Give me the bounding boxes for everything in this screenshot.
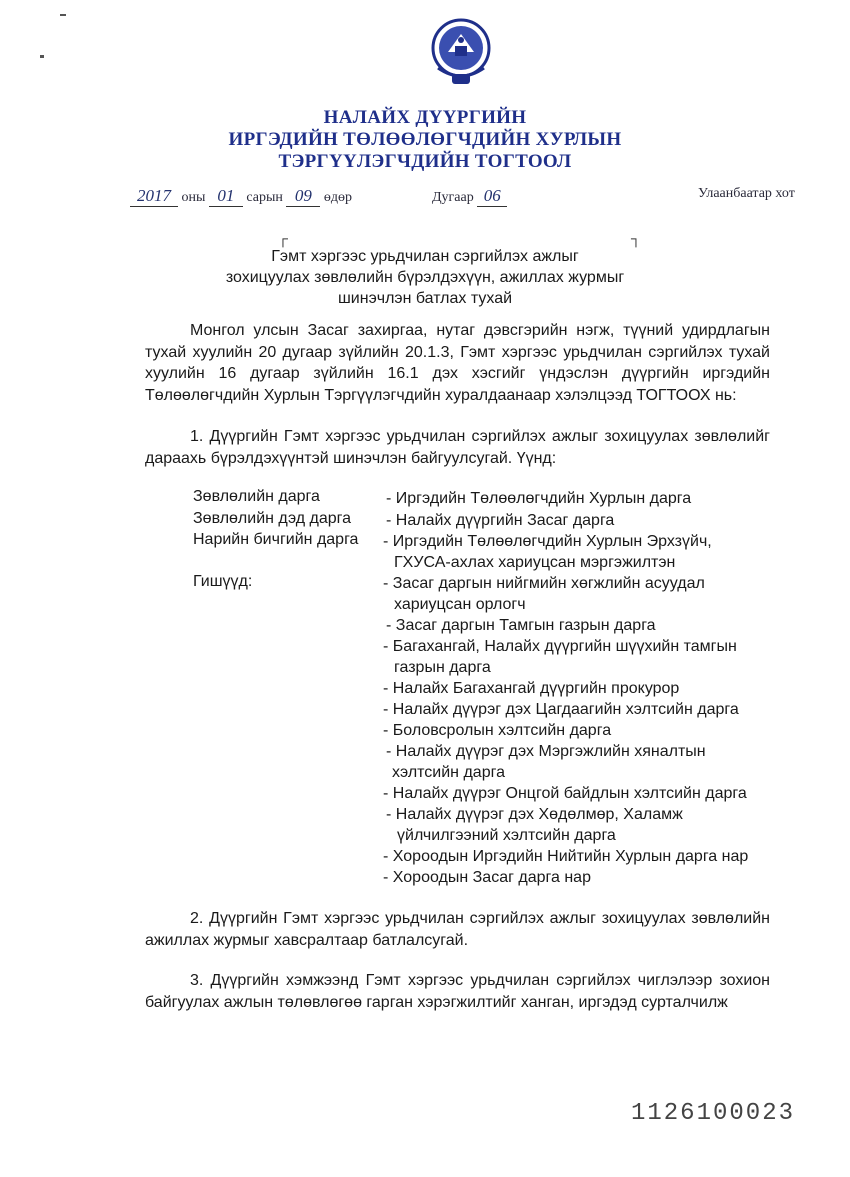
serial-number: 1126100023 [630, 1100, 795, 1127]
item-3-paragraph: 3. Дүүргийн хэмжээнд Гэмт хэргээс урьдчилан сэргийлэх чиглэлээр зохион байгуулах ажлын төлөвлөгөө гарган хэрэгжилтийг ханган, иргэдэд сурталчилж [145, 972, 770, 1011]
member-line: - Багахангай, Налайх дүүргийн шүүхийн тамгын [383, 638, 737, 655]
item-2-paragraph: 2. Дүүргийн Гэмт хэргээс урьдчилан сэргийлэх ажлыг зохицуулах зөвлөлийн ажиллах журмыг хавсралтаар батлалсугай. [145, 910, 770, 949]
member-line: газрын дарга [394, 659, 491, 676]
header-line-1: НАЛАЙХ ДҮҮРГИЙН [323, 107, 527, 128]
month-suffix: сарын [246, 190, 283, 205]
header-line-2: ИРГЭДИЙН ТӨЛӨӨЛӨГЧДИЙН ХУРЛЫН [228, 129, 622, 150]
member-secretary-1: - Иргэдийн Төлөөлөгчдийн Хурлын Эрхзүйч, [383, 533, 712, 550]
preamble-paragraph: Монгол улсын Засаг захиргаа, нутаг дэвсгэрийн нэгж, түүний удирдлагын тухай хуулийн 20 дугаар зүйлийн 20.1.3, Гэмт хэргээс урьдчилан сэргийлэх тухай хуулийн 16 дугаар зүйлийн 16.1 дэх хэсгийг үндэслэн дүүргийн иргэдийн Төлөөлөгчдийн Хурлын Тэргүүлэгчдийн хуралдаанаар хэлэлцээд ТОГТООХ нь: [145, 322, 770, 404]
member-line: - Налайх Багахангай дүүргийн прокурор [383, 680, 680, 697]
date-line [130, 186, 352, 207]
decree-title-line-1: Гэмт хэргээс урьдчилан сэргийлэх ажлыг [271, 248, 579, 265]
member-line: - Хороодын Иргэдийн Нийтийн Хурлын дарга нар [383, 848, 749, 865]
decree-title-line-2: зохицуулах зөвлөлийн бүрэлдэхүүн, ажиллах журмыг [225, 269, 625, 286]
member-line: - Налайх дүүрэг Онцгой байдлын хэлтсийн дарга [383, 785, 747, 802]
handwritten-day: 09 [286, 186, 320, 207]
handwritten-year: 2017 [130, 186, 178, 207]
item-1-paragraph: 1. Дүүргийн Гэмт хэргээс урьдчилан сэргийлэх ажлыг зохицуулах зөвлөлийг дараахь бүрэлдэхүүнтэй шинэчлэн байгуулсугай. Үүнд: [145, 428, 770, 467]
number-label: Дугаар [432, 190, 474, 205]
header-line-3: ТЭРГҮҮЛЭГЧДИЙН ТОГТООЛ [278, 151, 572, 172]
decree-title-line-3: шинэчлэн батлах тухай [337, 290, 513, 307]
corner-mark-left: ┌ [278, 230, 288, 246]
member-vice-chair: - Налайх дүүргийн Засаг дарга [386, 512, 615, 529]
member-line: хариуцсан орлогч [394, 596, 526, 613]
member-line: - Засаг даргын Тамгын газрын дарга [386, 617, 656, 634]
member-line: - Хороодын Засаг дарга нар [383, 869, 591, 886]
member-line: - Боловсролын хэлтсийн дарга [383, 722, 612, 739]
member-line: - Налайх дүүрэг дэх Хөдөлмөр, Халамж [386, 806, 683, 823]
city: Улаанбаатар хот [698, 186, 795, 201]
scan-speck [60, 14, 66, 16]
role-members: Гишүүд: [193, 573, 253, 590]
member-secretary-2: ГХУСА-ахлах хариуцсан мэргэжилтэн [394, 554, 676, 571]
member-line: үйлчилгээний хэлтсийн дарга [397, 827, 616, 844]
role-chair: Зөвлөлийн дарга [193, 488, 320, 505]
state-emblem-icon [428, 18, 494, 90]
role-secretary: Нарийн бичгийн дарга [193, 531, 359, 548]
member-chair: - Иргэдийн Төлөөлөгчдийн Хурлын дарга [386, 490, 692, 507]
member-line: - Налайх дүүрэг дэх Мэргэжлийн хяналтын [386, 743, 706, 760]
member-line: - Засаг даргын нийгмийн хөгжлийн асуудал [383, 575, 705, 592]
year-suffix: оны [181, 190, 206, 205]
corner-mark-right: ┐ [631, 230, 641, 246]
scan-speck [40, 55, 44, 58]
number-line [432, 186, 507, 207]
day-suffix: өдөр [323, 190, 353, 205]
role-vice-chair: Зөвлөлийн дэд дарга [193, 510, 352, 527]
handwritten-number: 06 [477, 186, 507, 207]
member-line: хэлтсийн дарга [392, 764, 505, 781]
member-line: - Налайх дүүрэг дэх Цагдаагийн хэлтсийн дарга [383, 701, 739, 718]
handwritten-month: 01 [209, 186, 243, 207]
